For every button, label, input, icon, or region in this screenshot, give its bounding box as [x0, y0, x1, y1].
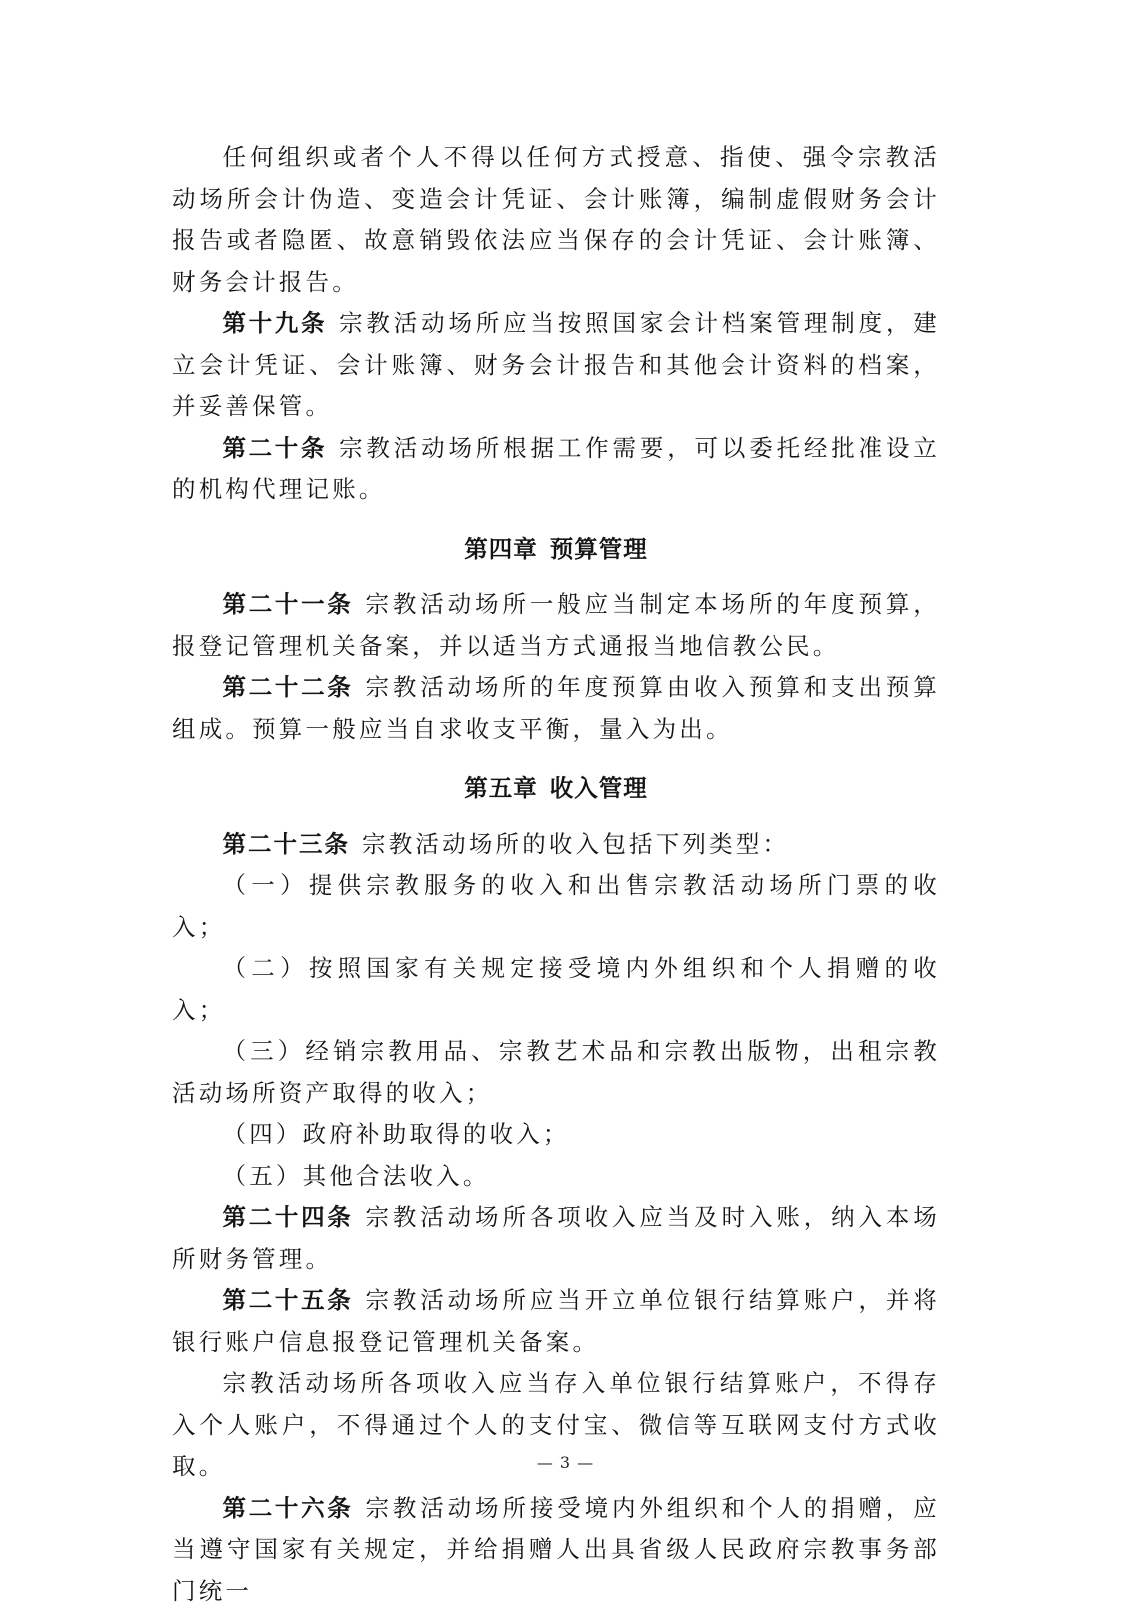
article-text: 宗教活动场所应当开立单位银行结算账户，并将银行账户信息报登记管理机关备案。 — [172, 1286, 940, 1356]
article-text: 宗教活动场所的年度预算由收入预算和支出预算组成。预算一般应当自求收支平衡，量入为出。 — [172, 673, 940, 743]
article-24 — [172, 1197, 940, 1280]
paragraph: 任何组织或者个人不得以任何方式授意、指使、强令宗教活动场所会计伪造、变造会计凭证、会计账簿，编制虚假财务会计报告或者隐匿、故意销毁依法应当保存的会计凭证、会计账簿、财务会计报告。 — [172, 137, 940, 303]
list-item: （三）经销宗教用品、宗教艺术品和宗教出版物，出租宗教活动场所资产取得的收入； — [172, 1031, 940, 1114]
article-text: 宗教活动场所根据工作需要，可以委托经批准设立的机构代理记账。 — [172, 434, 940, 504]
chapter-heading-5 — [172, 768, 940, 810]
chapter-title: 预算管理 — [550, 535, 648, 563]
article-label: 第二十五条 — [223, 1286, 354, 1314]
article-text: 宗教活动场所接受境内外组织和个人的捐赠，应当遵守国家有关规定，并给捐赠人出具省级人民政府宗教事务部门统一 — [172, 1494, 940, 1605]
article-25 — [172, 1280, 940, 1363]
list-item: （一）提供宗教服务的收入和出售宗教活动场所门票的收入； — [172, 865, 940, 948]
chapter-number: 第四章 — [464, 535, 538, 563]
article-26 — [172, 1488, 940, 1612]
article-21 — [172, 584, 940, 667]
article-label: 第二十四条 — [223, 1203, 354, 1231]
article-text: 宗教活动场所一般应当制定本场所的年度预算，报登记管理机关备案，并以适当方式通报当地信教公民。 — [172, 590, 940, 660]
list-item: （二）按照国家有关规定接受境内外组织和个人捐赠的收入； — [172, 948, 940, 1031]
list-item: （四）政府补助取得的收入； — [172, 1114, 940, 1156]
article-22 — [172, 667, 940, 750]
article-text: 宗教活动场所的收入包括下列类型： — [362, 830, 789, 858]
article-label: 第二十条 — [223, 434, 328, 462]
paragraph: 宗教活动场所各项收入应当存入单位银行结算账户，不得存入个人账户，不得通过个人的支付宝、微信等互联网支付方式收取。 — [172, 1363, 940, 1488]
article-label: 第二十二条 — [223, 673, 354, 701]
article-19 — [172, 303, 940, 428]
chapter-title: 收入管理 — [550, 774, 648, 802]
article-label: 第二十六条 — [223, 1494, 354, 1522]
article-20 — [172, 428, 940, 511]
list-item: （五）其他合法收入。 — [172, 1156, 940, 1198]
article-text: 宗教活动场所各项收入应当及时入账，纳入本场所财务管理。 — [172, 1203, 940, 1273]
article-23 — [172, 824, 940, 866]
chapter-number: 第五章 — [464, 774, 538, 802]
page-number: — 3 — — [0, 1453, 1131, 1472]
article-label: 第十九条 — [223, 309, 328, 337]
article-text: 宗教活动场所应当按照国家会计档案管理制度，建立会计凭证、会计账簿、财务会计报告和其他会计资料的档案，并妥善保管。 — [172, 309, 940, 420]
document-page — [172, 137, 940, 1612]
article-label: 第二十三条 — [223, 830, 351, 858]
chapter-heading-4 — [172, 529, 940, 571]
article-label: 第二十一条 — [223, 590, 354, 618]
